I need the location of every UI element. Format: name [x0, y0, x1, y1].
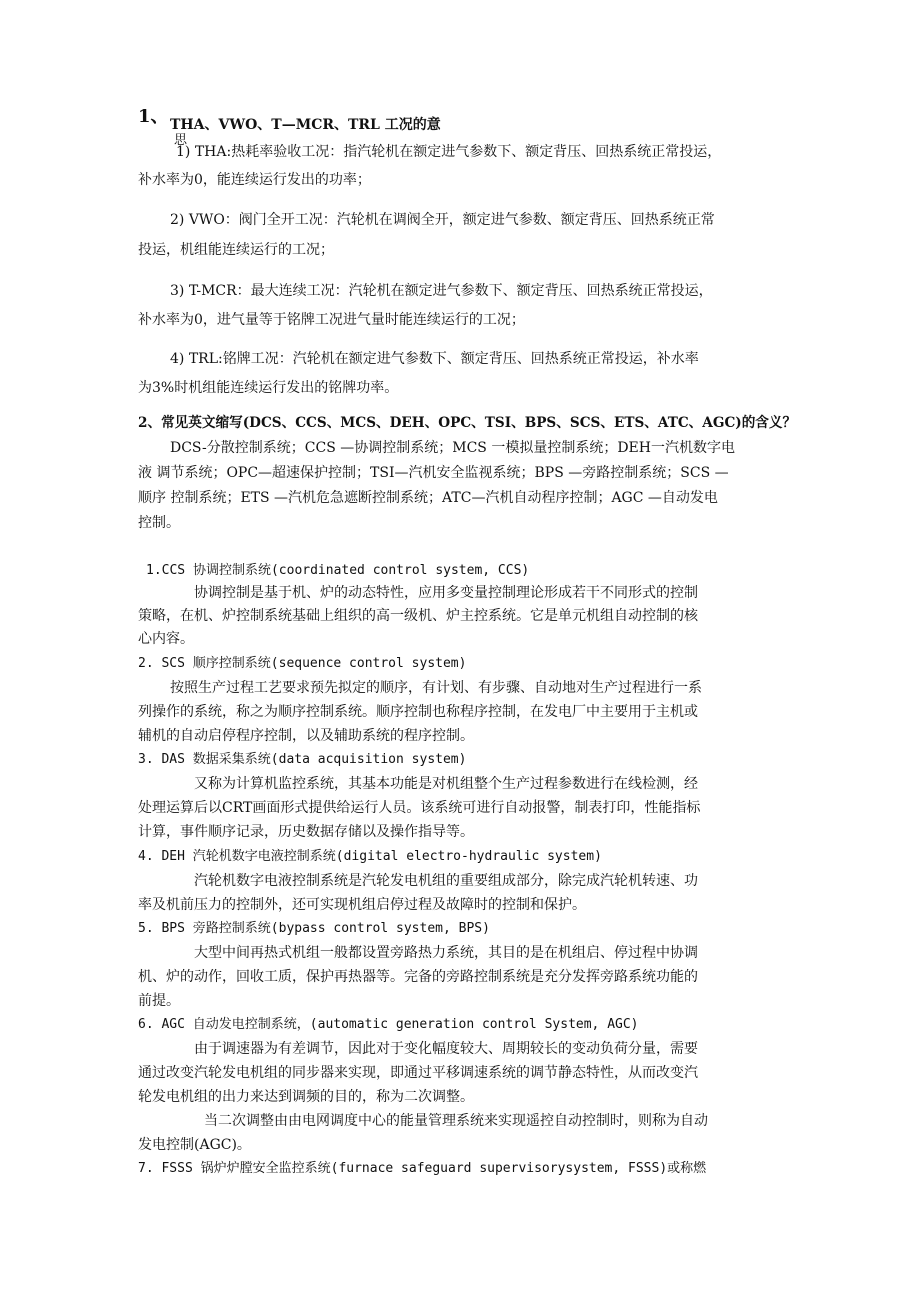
item1-line1: 1) THA:热耗率验收工况：指汽轮机在额定进气参数下、额定背压、回热系统正常投运，	[176, 144, 722, 160]
system6-line5: 发电控制(AGC)。	[138, 1137, 251, 1153]
section2-line4: 控制。	[138, 515, 180, 531]
system1-heading: 1.CCS 协调控制系统(coordinated control system, CCS)	[146, 563, 530, 578]
system1-line2: 策略，在机、炉控制系统基础上组织的高一级机、炉主控系统。它是单元机组自动控制的核	[138, 608, 698, 624]
section1-number: 1、	[138, 106, 169, 127]
section2-line2: 液 调节系统；OPC—超速保护控制；TSI—汽机安全监视系统；BPS —旁路控制系统；SCS —	[138, 465, 729, 481]
item2-line2: 投运，机组能连续运行的工况；	[138, 242, 334, 258]
system1-line1: 协调控制是基于机、炉的动态特性，应用多变量控制理论形成若干不同形式的控制	[194, 585, 698, 601]
system5-line2: 机、炉的动作，回收工质，保护再热器等。完备的旁路控制系统是充分发挥旁路系统功能的	[138, 969, 698, 985]
section1-title: THA、VWO、T—MCR、TRL 工况的意	[170, 117, 441, 133]
system6-line3: 轮发电机组的出力来达到调频的目的，称为二次调整。	[138, 1089, 474, 1105]
system2-heading: 2. SCS 顺序控制系统(sequence control system)	[138, 656, 467, 671]
system2-line2: 列操作的系统，称之为顺序控制系统。顺序控制也称程序控制，在发电厂中主要用于主机或	[138, 704, 698, 720]
item4-line1: 4) TRL:铭牌工况：汽轮机在额定进气参数下、额定背压、回热系统正常投运，补水率	[170, 351, 699, 367]
section2-line3: 顺序 控制系统；ETS —汽机危急遮断控制系统；ATC—汽机自动程序控制；AGC —自动发电	[138, 490, 718, 506]
system1-line3: 心内容。	[138, 631, 194, 647]
section2-title: 2、常见英文缩写(DCS、CCS、MCS、DEH、OPC、TSI、BPS、SCS、ETS、ATC、AGC)的含义？	[138, 415, 797, 431]
system5-line3: 前提。	[138, 993, 180, 1009]
section2-line1: DCS-分散控制系统；CCS —协调控制系统；MCS 一模拟量控制系统；DEH一汽机数字电	[170, 440, 735, 456]
system6-line1: 由于调速器为有差调节，因此对于变化幅度较大、周期较长的变动负荷分量，需要	[194, 1041, 698, 1057]
item4-line2: 为3%时机组能连续运行发出的铭牌功率。	[138, 380, 399, 396]
item1-line2: 补水率为0，能连续运行发出的功率；	[138, 172, 371, 188]
system4-line1: 汽轮机数字电液控制系统是汽轮发电机组的重要组成部分，除完成汽轮机转速、功	[194, 873, 698, 889]
system2-line1: 按照生产过程工艺要求预先拟定的顺序，有计划、有步骤、自动地对生产过程进行一系	[170, 680, 702, 696]
system3-line1: 又称为计算机监控系统，其基本功能是对机组整个生产过程参数进行在线检测，经	[194, 776, 698, 792]
item3-line2: 补水率为0，进气量等于铭牌工况进气量时能连续运行的工况；	[138, 312, 525, 328]
system2-line3: 辅机的自动启停程序控制，以及辅助系统的程序控制。	[138, 728, 474, 744]
section1-title-tail: 思	[174, 133, 188, 148]
system4-heading: 4. DEH 汽轮机数字电液控制系统(digital electro-hydraulic system)	[138, 849, 602, 864]
system6-heading: 6. AGC 自动发电控制系统，(automatic generation control System, AGC)	[138, 1017, 639, 1032]
system3-line3: 计算，事件顺序记录，历史数据存储以及操作指导等。	[138, 824, 474, 840]
system3-line2: 处理运算后以CRT画面形式提供给运行人员。该系统可进行自动报警，制表打印，性能指标	[138, 800, 701, 816]
item2-line1: 2) VWO：阀门全开工况：汽轮机在调阀全开，额定进气参数、额定背压、回热系统正常	[170, 212, 715, 228]
item3-line1: 3) T-MCR：最大连续工况：汽轮机在额定进气参数下、额定背压、回热系统正常投运，	[170, 283, 713, 299]
system7-heading: 7. FSSS 锅炉炉膛安全监控系统(furnace safeguard supervisorysystem, FSSS)或称燃	[138, 1161, 707, 1176]
system6-line4: 当二次调整由由电网调度中心的能量管理系统来实现遥控自动控制时，则称为自动	[204, 1113, 708, 1129]
system3-heading: 3. DAS 数据采集系统(data acquisition system)	[138, 752, 467, 767]
system4-line2: 率及机前压力的控制外，还可实现机组启停过程及故障时的控制和保护。	[138, 897, 586, 913]
system6-line2: 通过改变汽轮发电机组的同步器来实现，即通过平移调速系统的调节静态特性，从而改变汽	[138, 1065, 698, 1081]
system5-heading: 5. BPS 旁路控制系统(bypass control system, BPS)	[138, 921, 490, 936]
system5-line1: 大型中间再热式机组一般都设置旁路热力系统，其目的是在机组启、停过程中协调	[194, 945, 698, 961]
